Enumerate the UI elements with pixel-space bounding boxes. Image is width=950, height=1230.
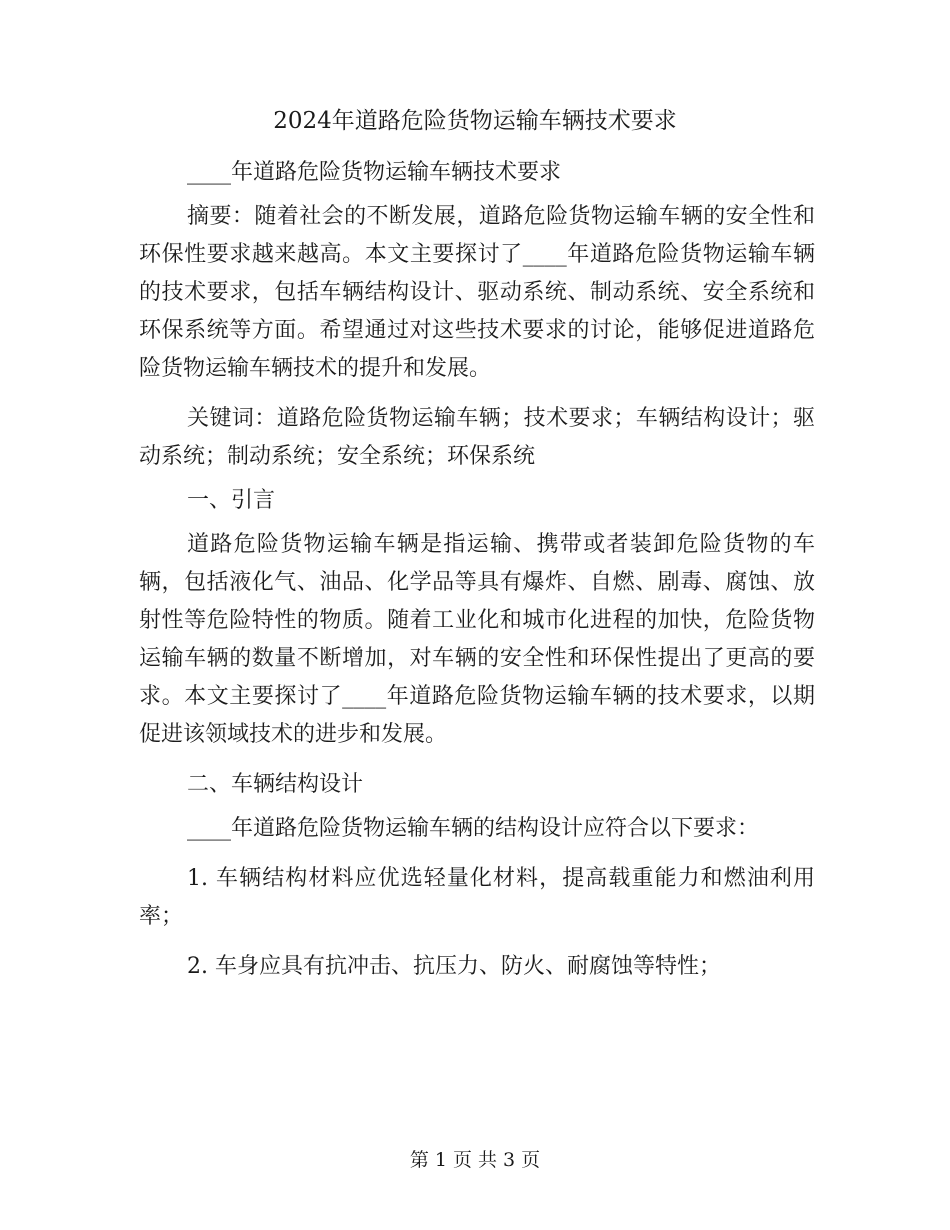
structure-intro-paragraph: ____年道路危险货物运输车辆的结构设计应符合以下要求： bbox=[187, 816, 760, 841]
document-body bbox=[139, 154, 815, 998]
list-item: 2. 车身应具有抗冲击、抗压力、防火、耐腐蚀等特性； bbox=[187, 954, 721, 979]
page-footer: 第 1 页 共 3 页 bbox=[409, 1149, 541, 1171]
section-heading-introduction: 一、引言 bbox=[187, 488, 276, 513]
subtitle-paragraph: ____年道路危险货物运输车辆技术要求 bbox=[187, 160, 562, 185]
introduction-paragraph: 道路危险货物运输车辆是指运输、携带或者装卸危险货物的车辆，包括液化气、油品、化学品等具有爆炸、自燃、剧毒、腐蚀、放射性等危险特性的物质。随着工业化和城市化进程的加快，危险货物运输车辆的数量不断增加，对车辆的安全性和环保性提出了更高的要求。本文主要探讨了____年道路危险货物运输车辆的技术要求，以期促进该领域技术的进步和发展。 bbox=[139, 532, 815, 747]
section-heading-structure: 二、车辆结构设计 bbox=[187, 772, 364, 797]
list-item: 1. 车辆结构材料应优选轻量化材料，提高载重能力和燃油利用率； bbox=[139, 866, 815, 929]
document-title: 2024年道路危险货物运输车辆技术要求 bbox=[273, 108, 677, 134]
abstract-paragraph: 摘要：随着社会的不断发展，道路危险货物运输车辆的安全性和环保性要求越来越高。本文主要探讨了____年道路危险货物运输车辆的技术要求，包括车辆结构设计、驱动系统、制动系统、安全系统和环保系统等方面。希望通过对这些技术要求的讨论，能够促进道路危险货物运输车辆技术的提升和发展。 bbox=[139, 204, 815, 381]
keywords-paragraph: 关键词：道路危险货物运输车辆；技术要求；车辆结构设计；驱动系统；制动系统；安全系统；环保系统 bbox=[139, 406, 815, 469]
